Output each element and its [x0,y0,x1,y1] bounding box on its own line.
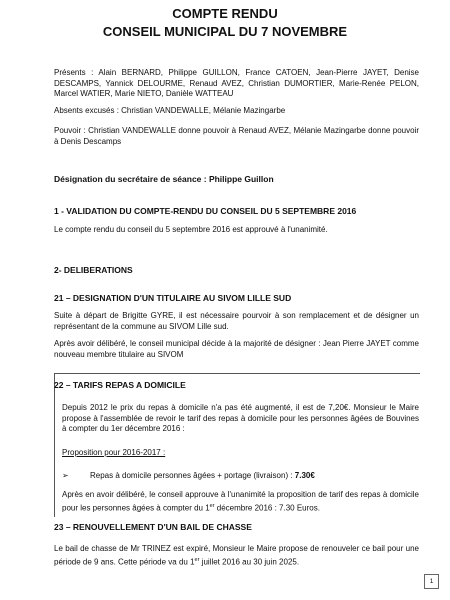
presents-paragraph: Présents : Alain BERNARD, Philippe GUILLON, France CATOEN, Jean-Pierre JAYET, Denise DESCAMPS, Yannick DELOURME, Renaud AVEZ, Christian DUMORTIER, Marie-Renée PELON, Marcel WATIER, Marie NIETO, Danièle WATTEAU [54,68,419,98]
secretaire-heading: Désignation du secrétaire de séance : Philippe Guillon [54,174,274,184]
section-22-heading: 22 – TARIFS REPAS A DOMICILE [54,380,186,390]
section-22-proposition: Proposition pour 2016-2017 : [62,448,166,457]
document-title: COMPTE RENDU [172,6,278,21]
section-21-text-1: Suite à départ de Brigitte GYRE, il est nécessaire pourvoir à son remplacement et de désigner un représentant de la commune au SIVOM Lille sud. [54,311,419,331]
section-22-bullet [90,471,420,482]
document-subtitle: CONSEIL MUNICIPAL DU 7 NOVEMBRE [102,24,348,39]
section-23-text [54,544,419,568]
section-22-text-2 [62,490,419,514]
section-23-text-sup: er [194,556,200,563]
bullet-price: 7.30€ [294,471,315,480]
page-number-box: 1 [424,574,439,589]
section-22-text-1: Depuis 2012 le prix du repas à domicile n'a pas été augmenté, il est de 7,20€. Monsieur le Maire propose à l'assemblée de revoir le tarif des repas à domicile pour les personnes âgées de Bouvines à compter du 1er décembre 2016 : [62,403,419,433]
section-23-text-b: juillet 2016 au 30 juin 2025. [199,557,300,567]
section-1-heading: 1 - VALIDATION DU COMPTE-RENDU DU CONSEIL DU 5 SEPTEMBRE 2016 [54,206,357,216]
section-23-heading: 23 – RENOUVELLEMENT D'UN BAIL DE CHASSE [54,522,252,532]
section-23-text-a: Le bail de chasse de Mr TRINEZ est expiré, Monsieur le Maire propose de renouveler ce bail pour une période de 9 ans. Cette période va du 1 [54,544,419,567]
section-21-heading: 21 – DESIGNATION D'UN TITULAIRE AU SIVOM LILLE SUD [54,293,292,303]
bullet-label: Repas à domicile personnes âgées + portage (livraison) : [90,471,295,480]
section-1-text: Le compte rendu du conseil du 5 septembre 2016 est approuvé à l'unanimité. [54,225,328,234]
pouvoir-paragraph: Pouvoir : Christian VANDEWALLE donne pouvoir à Renaud AVEZ, Mélanie Mazingarbe donne pouvoir à Denis Descamps [54,126,419,146]
section-22-text-2-sup: er [209,502,215,509]
section-22-frame-top [54,373,420,374]
section-2-heading: 2- DELIBERATIONS [54,265,133,275]
section-22-text-2a: Après en avoir délibéré, le conseil approuve à l'unanimité la proposition de tarif des repas à domicile pour les personnes âgées à compter du 1 [62,490,419,513]
arrow-bullet-icon: ➢ [62,471,69,480]
section-22-text-2b: décembre 2016 : 7.30 Euros. [214,503,320,513]
section-21-text-2: Après avoir délibéré, le conseil municipal décide à la majorité de désigner : Jean Pierre JAYET comme nouveau membre titulaire au SIVOM [54,339,419,359]
absents-paragraph: Absents excusés : Christian VANDEWALLE, Mélanie Mazingarbe [54,106,286,115]
